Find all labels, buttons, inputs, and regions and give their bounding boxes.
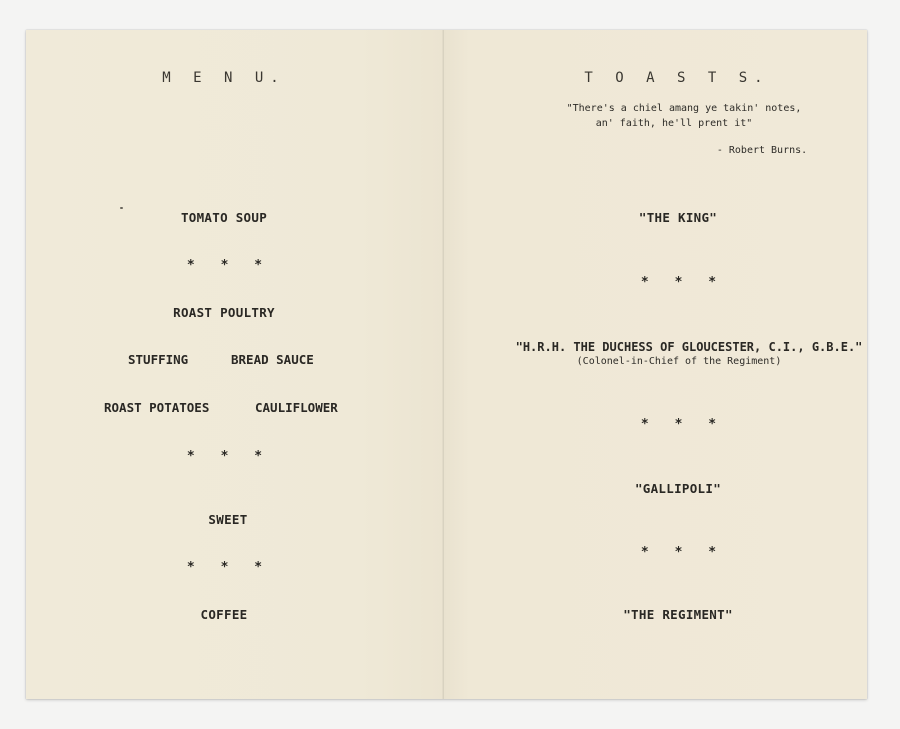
menu-item-sweet: SWEET bbox=[208, 512, 248, 527]
menu-item-cauliflower: CAULIFLOWER bbox=[255, 400, 338, 415]
toast-the-king: "THE KING" bbox=[638, 210, 718, 225]
quote-line-1: "There's a chiel amang ye takin' notes, bbox=[566, 103, 802, 114]
menu-separator-3: * * * bbox=[186, 560, 272, 575]
quote-line-2: an' faith, he'll prent it" bbox=[595, 118, 753, 129]
menu-page bbox=[26, 30, 444, 699]
toast-duchess-note: (Colonel-in-Chief of the Regiment) bbox=[576, 356, 782, 367]
menu-item-coffee: COFFEE bbox=[200, 607, 248, 622]
menu-heading: M E N U. bbox=[162, 70, 286, 86]
menu-separator-2: * * * bbox=[186, 449, 272, 464]
toasts-page bbox=[444, 30, 867, 699]
menu-item-roast-potatoes: ROAST POTATOES bbox=[104, 400, 210, 415]
toasts-heading: T O A S T S. bbox=[584, 70, 770, 86]
menu-item-roast-poultry: ROAST POULTRY bbox=[173, 305, 275, 320]
toast-gallipoli: "GALLIPOLI" bbox=[634, 481, 722, 496]
menu-separator-1: * * * bbox=[186, 258, 272, 273]
menu-card bbox=[26, 30, 867, 699]
toast-separator-1: * * * bbox=[640, 275, 726, 290]
toast-separator-3: * * * bbox=[640, 545, 726, 560]
ink-speck bbox=[120, 207, 123, 209]
quote-author: - Robert Burns. bbox=[716, 145, 808, 156]
menu-item-stuffing: STUFFING bbox=[128, 352, 189, 367]
menu-item-bread-sauce: BREAD SAUCE bbox=[231, 352, 314, 367]
menu-item-tomato-soup: TOMATO SOUP bbox=[180, 210, 268, 225]
toast-separator-2: * * * bbox=[640, 417, 726, 432]
toast-duchess-of-gloucester: "H.R.H. THE DUCHESS OF GLOUCESTER, C.I., G.B.E." bbox=[515, 340, 863, 354]
toast-the-regiment: "THE REGIMENT" bbox=[623, 607, 733, 622]
